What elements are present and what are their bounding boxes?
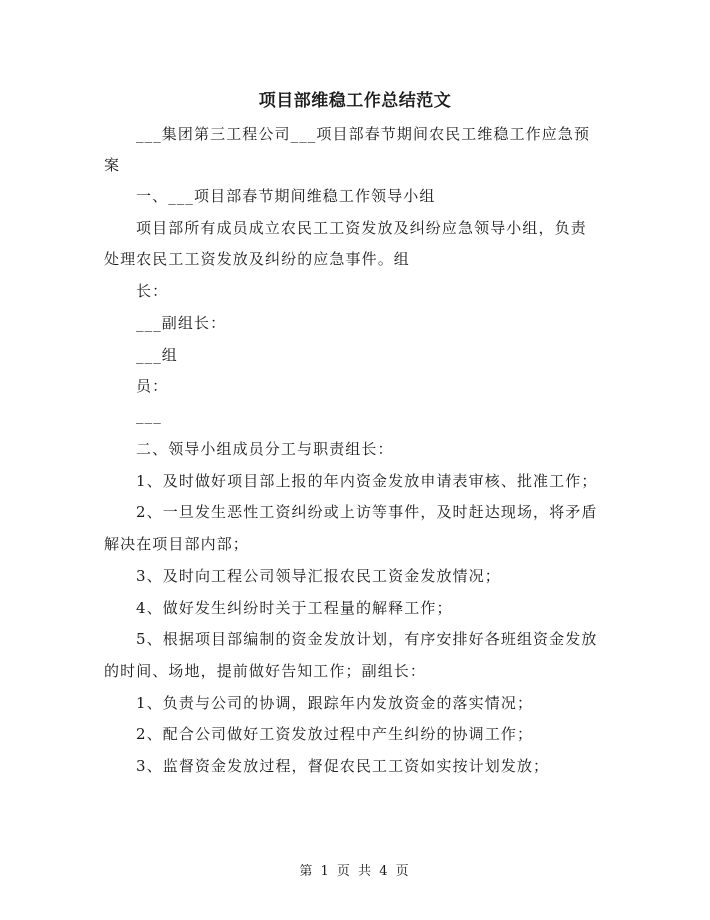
paragraph-line: 案 bbox=[104, 156, 121, 174]
page-number: 第 1 页 共 4 页 bbox=[299, 864, 411, 879]
paragraph-line: 处理农民工工资发放及纠纷的应急事件。组 bbox=[104, 250, 410, 268]
list-item: 2、一旦发生恶性工资纠纷或上访等事件，及时赶达现场，将矛盾 bbox=[136, 503, 598, 521]
list-item: 5、根据项目部编制的资金发放计划，有序安排好各班组资金发放 bbox=[136, 630, 598, 648]
document-title: 项目部维稳工作总结范文 bbox=[258, 91, 452, 111]
list-item: 3、监督资金发放过程，督促农民工工资如实按计划发放； bbox=[136, 757, 550, 775]
paragraph-line: 解决在项目部内部； bbox=[104, 535, 249, 553]
section-heading: 一、___项目部春节期间维稳工作领导小组 bbox=[136, 187, 436, 205]
paragraph-line: ___组 bbox=[136, 346, 178, 364]
paragraph-line: 长： bbox=[136, 282, 169, 300]
paragraph-line: 项目部所有成员成立农民工工资发放及纠纷应急领导小组，负责 bbox=[136, 219, 587, 237]
paragraph-line: 员： bbox=[136, 377, 169, 395]
section-heading: 二、领导小组成员分工与职责组长： bbox=[136, 440, 394, 458]
paragraph-line: ___ bbox=[136, 406, 162, 424]
list-item: 4、做好发生纠纷时关于工程量的解释工作； bbox=[136, 599, 453, 617]
list-item: 1、负责与公司的协调，跟踪年内发放资金的落实情况； bbox=[136, 694, 534, 712]
paragraph-line: ___副组长： bbox=[136, 314, 227, 332]
list-item: 2、配合公司做好工资发放过程中产生纠纷的协调工作； bbox=[136, 725, 534, 743]
list-item: 1、及时做好项目部上报的年内资金发放申请表审核、批准工作； bbox=[136, 472, 598, 490]
paragraph-line: 的时间、场地，提前做好告知工作；副组长： bbox=[104, 662, 427, 680]
list-item: 3、及时向工程公司领导汇报农民工资金发放情况； bbox=[136, 567, 501, 585]
paragraph-line: ___集团第三工程公司___项目部春节期间农民工维稳工作应急预 bbox=[136, 125, 591, 143]
